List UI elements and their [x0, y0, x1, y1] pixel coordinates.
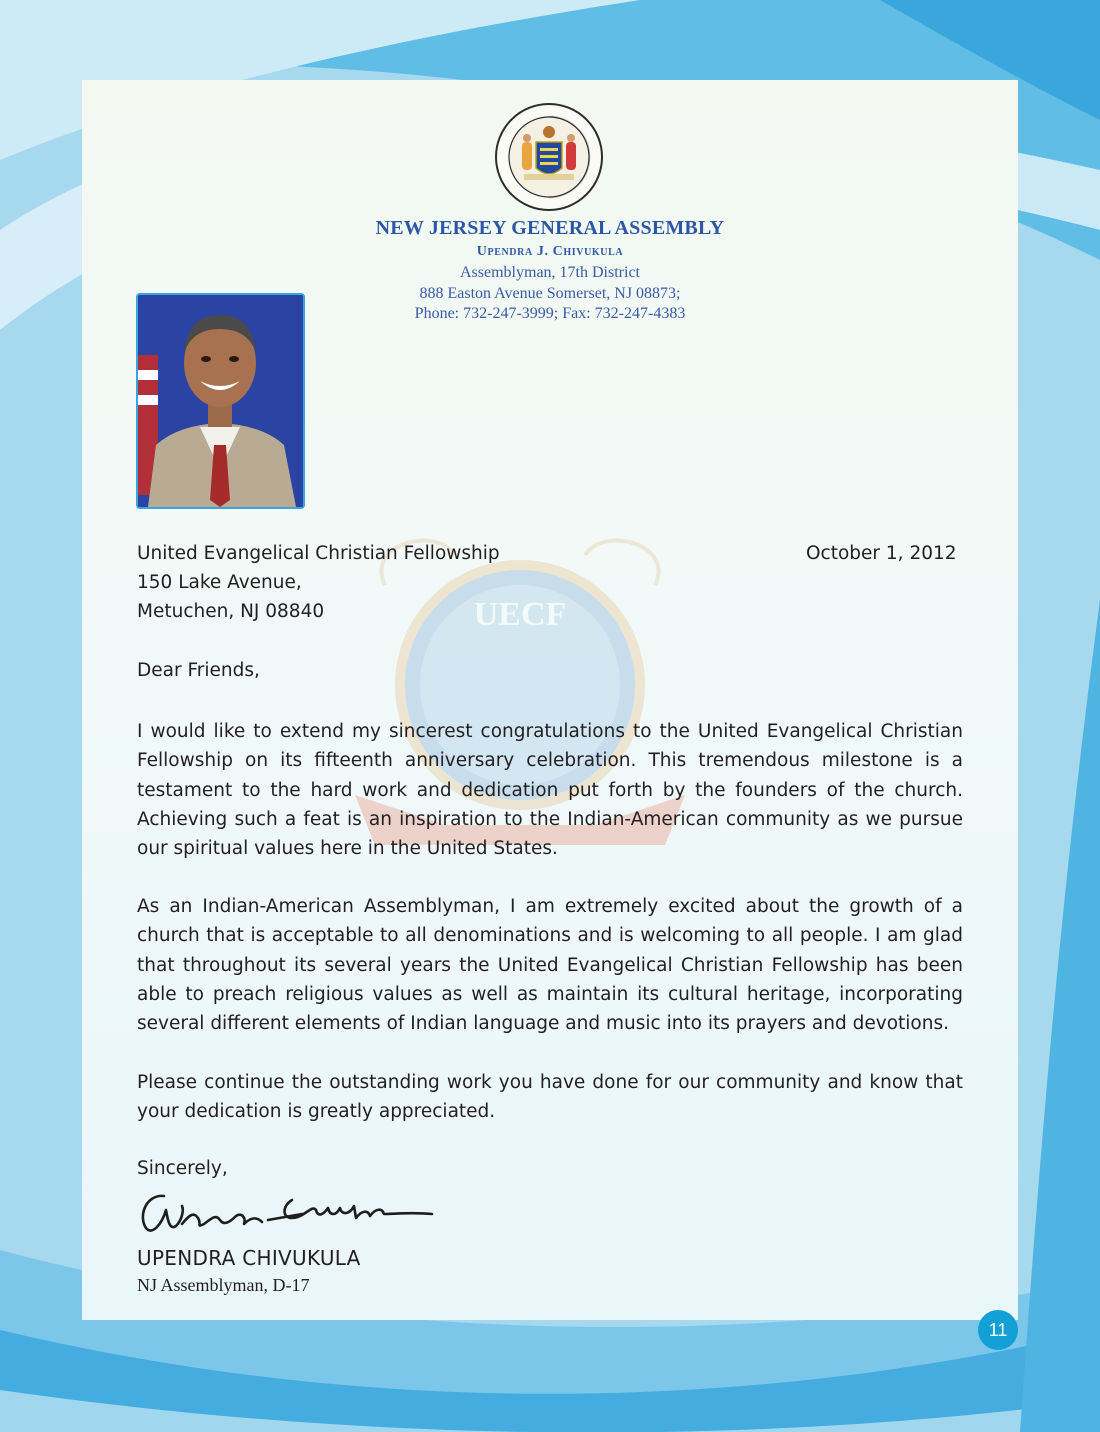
recipient-city: Metuchen, NJ 08840: [137, 601, 325, 622]
signer-name: UPENDRA CHIVUKULA: [137, 1246, 361, 1270]
closing: Sincerely,: [137, 1158, 228, 1179]
letterhead-position: Assemblyman, 17th District: [460, 264, 640, 281]
body-paragraph-3: Please continue the outstanding work you have done for our community and know that your dedication is greatly appreciated.: [137, 1072, 963, 1123]
body-paragraph-1: I would like to extend my sincerest congratulations to the United Evangelical Christian Fellowship on its fifteenth anniversary celebration. This tremendous milestone is a testament to the hard work and dedication put forth by the founders of the church. Achieving such a feat is an inspiration to the Indian-American community as we pursue our spiritual values here in the United States.: [137, 721, 963, 860]
nj-state-seal: [494, 102, 604, 212]
recipient-street: 150 Lake Avenue,: [137, 572, 302, 593]
letter-date: October 1, 2012: [806, 543, 957, 564]
letterhead-name: Upendra J. Chivukula: [476, 244, 624, 259]
body-paragraph-2: As an Indian-American Assemblyman, I am extremely excited about the growth of a church that is acceptable to all denominations and is welcoming to all people. I am glad that throughout its several years the United Evangelical Christian Fellowship has been able to preach religious values as well as maintain its cultural heritage, incorporating several different elements of Indian language and music into its prayers and devotions.: [137, 896, 963, 1035]
watermark-text: UECF: [473, 596, 567, 633]
page-number-badge: 11: [978, 1310, 1018, 1350]
salutation: Dear Friends,: [137, 660, 260, 681]
recipient-org: United Evangelical Christian Fellowship: [137, 543, 500, 564]
letterhead-phone: Phone: 732-247-3999; Fax: 732-247-4383: [414, 305, 686, 322]
signer-title: NJ Assemblyman, D-17: [137, 1275, 310, 1295]
portrait-photo: [136, 293, 305, 509]
assembly-title: NEW JERSEY GENERAL ASSEMBLY: [375, 217, 725, 239]
letterhead-address: 888 Easton Avenue Somerset, NJ 08873;: [419, 285, 681, 302]
signature: [132, 1184, 442, 1242]
